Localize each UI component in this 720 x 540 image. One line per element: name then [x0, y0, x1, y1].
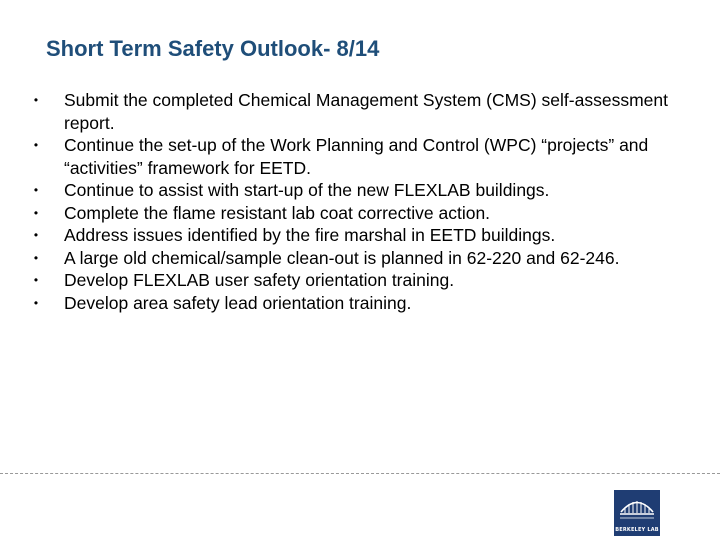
bullet-item — [30, 179, 700, 202]
bullet-text: Continue to assist with start-up of the new FLEXLAB buildings. — [64, 180, 550, 200]
bullet-item — [30, 202, 700, 225]
bullet-item — [30, 292, 700, 315]
bullet-icon: • — [33, 295, 39, 310]
bullet-text: A large old chemical/sample clean-out is planned in 62-220 and 62-246. — [64, 247, 620, 268]
bullet-icon: • — [33, 93, 39, 107]
bullet-item — [30, 247, 700, 270]
bullet-icon: • — [33, 205, 39, 220]
bullet-text: Address issues identified by the fire marshal in EETD buildings. — [64, 225, 556, 245]
bullet-text: Develop area safety lead orientation training. — [64, 292, 412, 313]
bullet-icon: • — [33, 183, 39, 197]
bullet-item — [30, 134, 700, 179]
bullet-text: Complete the flame resistant lab coat corrective action. — [64, 202, 491, 223]
logo-text: BERKELEY LAB — [615, 527, 659, 533]
bullet-item — [30, 89, 700, 134]
bullet-icon: • — [33, 228, 39, 242]
bullet-icon: • — [33, 250, 39, 265]
bullet-icon: • — [33, 138, 39, 152]
bullet-icon: • — [33, 273, 39, 287]
footer-divider — [0, 473, 720, 474]
slide-title: Short Term Safety Outlook- 8/14 — [46, 36, 380, 61]
bullet-list — [30, 89, 700, 314]
berkeley-lab-logo — [614, 490, 660, 536]
bullet-item — [30, 224, 700, 247]
bullet-text: Submit the completed Chemical Management System (CMS) self-assessment report. — [64, 90, 668, 133]
bullet-text: Continue the set-up of the Work Planning and Control (WPC) “projects” and “activities” framework for EETD. — [64, 135, 649, 178]
bullet-text: Develop FLEXLAB user safety orientation training. — [64, 270, 455, 290]
bullet-item — [30, 269, 700, 292]
